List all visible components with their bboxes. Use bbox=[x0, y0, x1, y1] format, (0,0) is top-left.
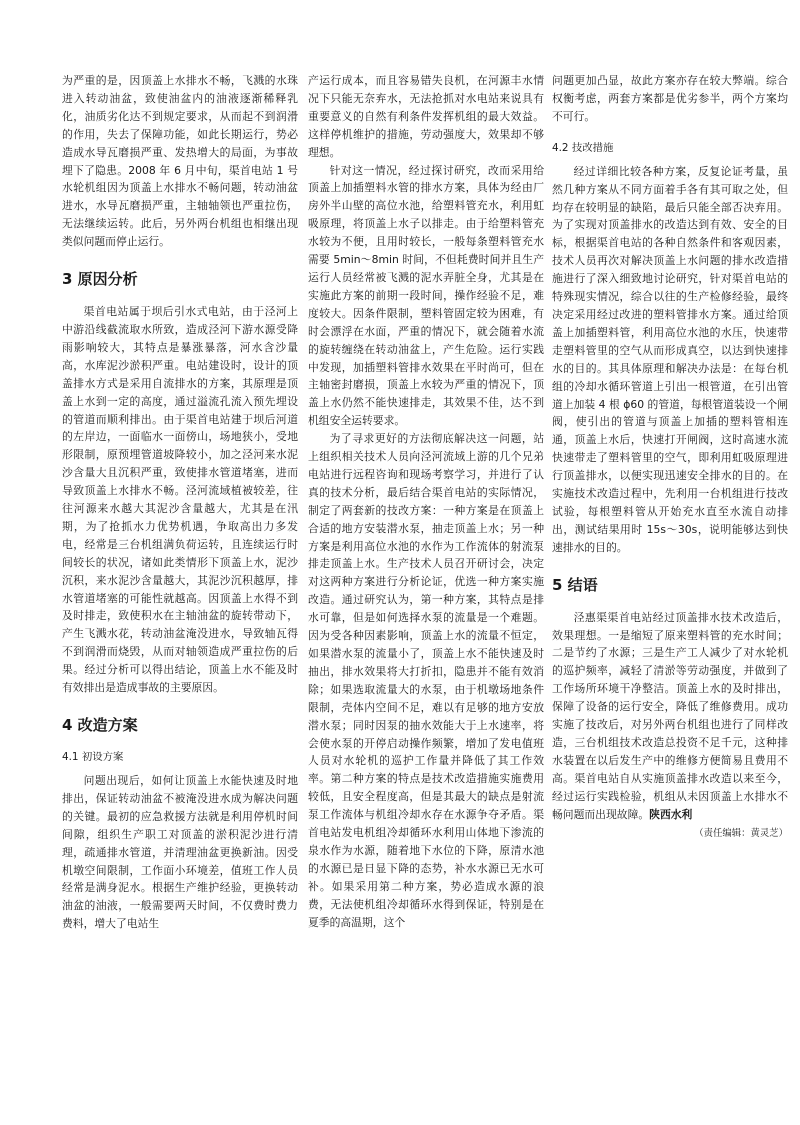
conclusion-text: 泾惠渠渠首电站经过顶盖排水技术改造后，效果理想。一是缩短了原来塑料管的充水时间；二是节约了水源；三是生产工人减少了对水轮机的巡护频率，减轻了清淤等劳动强度，并做到了工作场所环境干净整洁。顶盖上水的及时排出，保障了设备的运行安全，降低了维修费用。成功实施了技改后，对另外两台机组也进行了同样改造，三台机组技术改造总投资不足千元，这种排水装置在以后发生产中的维修方便简易且费用不高。渠首电站自从实施顶盖排水改造以来至今，经过运行实践检验，机组从未因顶盖上水排水不畅问题而出现故障。 bbox=[552, 610, 788, 821]
section-4-heading: 4 改造方案 bbox=[62, 716, 138, 734]
journal-name: 陕西水利 bbox=[649, 807, 693, 821]
paragraph: 问题出现后，如何让顶盖上水能快速及时地排出，保证转动油盆不被淹没进水成为解决问题的关键。最初的应急救援方法就是利用停机时间间隙，组织生产职工对顶盖的淤积泥沙进行清理，疏通排水管道，并清理油盆更换新油。因受机墩空间限制，工作面小环境差，值班工作人员经常是满身泥水。根据生产维护经验，更换转动油盆的油液，一般需要两天时间，不仅费时费力费料，增大了电站生 bbox=[62, 774, 298, 931]
section-3-heading: 3 原因分析 bbox=[62, 270, 138, 289]
column-2 bbox=[308, 72, 544, 932]
paragraph: 问题更加凸显，故此方案亦存在较大弊端。综合权衡考虑，两套方案都是优劣参半，两个方案均不可行。 bbox=[552, 74, 788, 123]
section-5-heading: 5 结语 bbox=[552, 575, 598, 594]
paragraph: 针对这一情况，经过探讨研究，改而采用给顶盖上加插塑料水管的排水方案，具体为经由厂房外半山壁的高位水池，给塑料管充水，利用虹吸原理，将顶盖上水子以排走。由于给塑料管充水较为不便，且用时较长，一般每条塑料管充水需要 5min～8min 时间，不但耗费时间并且生产运行人员经常被飞溅的泥水弄脏全身，尤其是在实施此方案的前期一段时间，操作经验不足，难度较大。因条件限制，塑料管固定较为困难，有时会漂浮在水面，严重的情况下，就会随着水流的旋转缠绕在转动油盆上，产生危险。运行实践中发现，加插塑料管排水效果在平时尚可，但在主轴密封磨损，顶盖上水较为严重的情况下，顶盖上水仍然不能快速排走，其效果不佳，达不到机组安全运转要求。 bbox=[308, 163, 544, 428]
editor-credit: （责任编辑：黄灵芝） bbox=[694, 827, 788, 839]
paragraph: 渠首电站属于坝后引水式电站，由于泾河上中游沿线截流取水所致，造成泾河下游水源受降雨影响较大，其特点是暴涨暴落，河水含沙量高，水库泥沙淤积严重。电站建设时，设计的顶盖排水方式是采用自流排水的方案，其原理是顶盖上水到一定的高度，通过溢流孔流入预先埋设的管道而顺利排出。由于渠首电站建于坝后河道的左岸边，一面临水一面傍山，场地狭小，受地形限制，原预埋管道坡降较小，加之泾河来水泥沙含量大且沉积严重，致使排水管道堵塞，进而导致顶盖上水排水不畅。泾河流域植被较差，往往河源来水越大其泥沙含量越大，尤其是在汛期，为了抢抓水力优势机遇，争取高出力多发电，经常是三台机组满负荷运转，且连续运行时间较长的状况，诸如此类情形下顶盖上水，泥沙沉积，来水泥沙含量越大，其泥沙沉积越厚，排水管道堵塞的可能性就越高。因顶盖上水得不到及时排走，致使积水在主轴油盆的旋转带动下，产生飞溅水花，转动油盆淹没进水，导致轴瓦得不到润滑而烧毁，从而对轴领造成严重拉伤的后果。经过分析可以得出结论，顶盖上水不能及时有效排出是造成事故的主要原因。 bbox=[62, 305, 298, 695]
paragraph: 产运行成本，而且容易错失良机，在河源丰水情况下只能无奈弃水，无法抢抓对水电站来说具有重要意义的自然有利条件发挥机组的最大效益。这样停机维护的措施，劳动强度大，效果却不够理想。 bbox=[308, 74, 544, 159]
subsection-4-2-heading: 4.2 技改措施 bbox=[552, 141, 614, 154]
paragraph: 为严重的是，因顶盖上水排水不畅，飞溅的水珠进入转动油盆，致使油盆内的油液逐渐稀释乳化，油质劣化达不到规定要求，从而起不到润滑的作用，失去了保障功能，如此长期运行，势必造成水导瓦磨损严重、发热增大的局面，为事故埋下了隐患。2008 年 6 月中旬，渠首电站 1 号水轮机组因为顶盖上水排水不畅问题，转动油盆进水，水导瓦磨损严重，主轴轴领也严重拉伤，无法继续运转。此后，另外两台机组也相继出现类似问题而停止运行。 bbox=[62, 74, 298, 249]
column-1 bbox=[62, 72, 298, 933]
paragraph: 为了寻求更好的方法彻底解决这一问题，站上组织相关技术人员向泾河流域上游的几个兄弟电站进行远程咨询和现场考察学习，并进行了认真的技术分析，最后结合渠首电站的实际情况，制定了两套新的技改方案：一种方案是在顶盖上合适的地方安装潜水泵，抽走顶盖上水；另一种方案是利用高位水池的水作为工作流体的射流泵排走顶盖上水。生产技术人员召开研讨会，决定对这两种方案进行分析论证，优选一种方案实施改造。通过研究认为，第一种方案，其特点是排水可靠，但是如何选择水泵的流量是一个难题。因为受各种因素影响，顶盖上水的流量不恒定，如果潜水泵的流量小了，顶盖上水不能快速及时抽出，排水效果将大打折扣，隐患并不能有效消除；如果选取流量大的水泵，由于机墩场地条件限制，壳体内空间不足，难以有足够的地方安放潜水泵；同时因泵的抽水效能大于上水速率，将会使水泵的开停启动操作频繁，增加了发电值班人员对水轮机的巡护工作量并降低了其工作效率。第二种方案的特点是技术改造措施实施费用较低，且安全程度高，但是其最大的缺点是射流泵工作流体与机组冷却水存在水源争夺矛盾。渠首电站发电机组冷却循环水利用山体地下渗流的泉水作为水源，随着地下水位的下降，原清水池的水源已是日显下降的态势，补水水源已无水可补。如果采用第二种方案，势必造成水源的浪费，无法使机组冷却循环水得到保证，特别是在夏季的高温期，这个 bbox=[308, 432, 544, 929]
paragraph: 经过详细比较各种方案，反复论证考量，虽然几种方案从不同方面着手各有其可取之处，但均存在较明显的缺陷，最后只能全部否决弃用。为了实现对顶盖排水的改造达到有效、安全的目标，根据渠首电站的各种自然条件和客观因素，技术人员再次对解决顶盖上水问题的排水改造措施进行了深入细致地讨论研究，针对渠首电站的特殊现实情况，综合以往的生产检修经验，最终决定采用经过改进的塑料管排水方案。通过给顶盖上加插塑料管，利用高位水池的水压，快速带走塑料管里的空气从而形成真空，以达到快速排水的目的。其具体原理和解决办法是：在每台机组的冷却水循环管道上引出一根管道，在引出管道上加装 4 根 ϕ60 的管道，每根管道装设一个闸阀，使引出的管道与顶盖上加插的塑料管相连通，顶盖上水后，快速打开闸阀，这时高速水流快速带走了塑料管里的空气，即利用虹吸原理进行顶盖排水，以便实现迅速安全排水的目的。在实施技术改造过程中，先利用一台机组进行技改试验，每根塑料管从开始充水直至水流自动排出，测试结果用时 15s～30s，说明能够达到快速排水的目的。 bbox=[552, 164, 788, 554]
subsection-4-1-heading: 4.1 初设方案 bbox=[62, 751, 124, 763]
conclusion-paragraph bbox=[552, 609, 788, 824]
column-3 bbox=[552, 72, 788, 842]
